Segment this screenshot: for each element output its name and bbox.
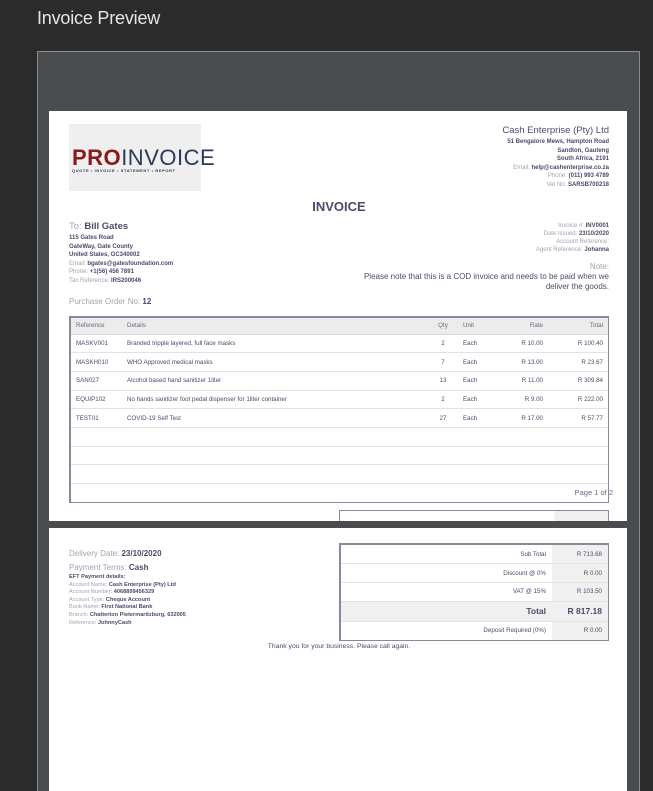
company-vat: Vat No: SARSB700218 — [546, 181, 609, 188]
invoice-note: Note: Please note that this is a COD invoice and needs to be paid when we deliver the goods. — [339, 262, 609, 292]
invoice-preview-viewer[interactable] — [37, 51, 640, 791]
table-row-empty — [71, 427, 608, 446]
eft-branch: Branch: Chatterton Pietermaritzburg, 632005 — [69, 611, 186, 618]
viewer-scrollbar[interactable] — [627, 52, 639, 791]
company-address-line2: Sandton, Gauteng — [557, 147, 609, 154]
page-indicator: Page 1 of 2 — [574, 488, 613, 497]
table-row: SAN027 Alcohol based hand sanitizer 1liter 13 Each R 11.00 R 309.84 — [71, 371, 608, 390]
vat-row: VAT @ 15% R 103.50 — [341, 582, 608, 601]
customer-address-line2: GateWay, Gate County — [69, 243, 134, 250]
col-reference: Reference — [71, 318, 122, 334]
delivery-info — [69, 547, 162, 574]
eft-account-name: Account Name: Cash Enterprise (Pty) Ltd — [69, 581, 176, 588]
customer-tax-reference: Tax Reference: IRS200046 — [69, 277, 142, 284]
invoice-meta — [536, 222, 609, 254]
line-items-table — [69, 316, 613, 503]
company-name: Cash Enterprise (Pty) Ltd — [502, 125, 609, 136]
table-row: MASKV001 Branded tripple layered, full face masks 2 Each R 10.00 R 100.40 — [71, 334, 608, 353]
totals-box-cutoff — [339, 510, 609, 521]
subtotal-row: Sub Total R 713.68 — [341, 545, 608, 564]
company-logo — [69, 124, 216, 191]
table-row: MASKH010 WHO Approved medical masks 7 Each R 13.00 R 23.67 — [71, 353, 608, 372]
col-details: Details — [122, 318, 428, 334]
table-row: TEST01 COVID-19 Self Test 27 Each R 17.00 R 57.77 — [71, 409, 608, 428]
invoice-number: Invoice #: INV0001 — [558, 223, 609, 229]
viewer-toolbar — [38, 52, 639, 110]
deposit-row: Deposit Required (0%) R 0.00 — [341, 621, 608, 640]
customer-address-line3: United States, GC340002 — [69, 252, 140, 258]
invoice-page-1 — [49, 111, 629, 521]
delivery-date: Delivery Date: 23/10/2020 — [69, 549, 162, 558]
table-row-empty — [71, 446, 608, 465]
eft-account-type: Account Type: Cheque Account — [69, 596, 151, 603]
eft-bank-name: Bank Name: First National Bank — [69, 604, 153, 611]
company-details — [502, 125, 609, 189]
thank-you-message: Thank you for your business. Please call again. — [267, 643, 411, 650]
eft-payment-details — [69, 574, 186, 627]
agent-reference: Agent Reference: Johanna — [535, 247, 609, 253]
customer-email: Email: bgates@gatesfoundation.com — [69, 260, 174, 267]
invoice-page-2 — [49, 528, 629, 791]
invoice-title: INVOICE — [312, 199, 366, 214]
grand-total-row: Total R 817.18 — [341, 601, 608, 621]
eft-heading: EFT Payment details: — [69, 574, 126, 580]
customer-name: Bill Gates — [84, 221, 129, 232]
eft-account-number: Account Number: 4068899456329 — [69, 589, 155, 596]
company-address-line1: 51 Bengalore Mews, Hampton Road — [507, 139, 609, 145]
account-reference: Account Reference: — [556, 239, 609, 245]
purchase-order: Purchase Order No: 12 — [69, 297, 152, 306]
bill-to: To: Bill Gates 115 Gates Road GateWay, Gate County United States, GC340002 Email: bgates@gatesfoundation.com Phone: +1(56) 456 7891 Tax Reference: IRS200046 — [69, 221, 174, 284]
logo-invoice-text: INVOICE — [121, 145, 216, 170]
customer-address-line1: 115 Gates Road — [69, 235, 114, 241]
company-phone: Phone: (011) 993 4789 — [547, 173, 609, 179]
discount-row: Discount @ 0% R 0.00 — [341, 564, 608, 583]
table-row-empty — [71, 465, 608, 484]
payment-terms: Payment Terms: Cash — [69, 562, 149, 572]
date-issued: Date Issued: 23/10/2020 — [543, 231, 609, 237]
note-text: Please note that this is a COD invoice and needs to be paid when we deliver the goods. — [363, 272, 609, 291]
logo-pro-text: PRO — [72, 145, 122, 170]
eft-reference: Reference: JohnnyCash — [69, 619, 132, 626]
company-email: Email: help@cashenterprise.co.za — [513, 164, 609, 171]
company-address-line3: South Africa, 2191 — [556, 156, 609, 162]
app-title: Invoice Preview — [37, 8, 161, 28]
totals-table — [339, 543, 609, 641]
col-qty: Qty — [428, 318, 458, 334]
table-row: EQUIP102 No hands sanitizer foot pedal dispenser for 1liter container 2 Each R 9.00 R 222.00 — [71, 390, 608, 409]
col-unit: Unit — [458, 318, 494, 334]
col-total: Total — [548, 318, 608, 334]
table-header-row — [71, 318, 608, 334]
col-rate: Rate — [494, 318, 548, 334]
logo-tagline: QUOTE • INVOICE • STATEMENT • REPORT — [72, 168, 176, 173]
customer-phone: Phone: +1(56) 456 7891 — [69, 269, 134, 275]
